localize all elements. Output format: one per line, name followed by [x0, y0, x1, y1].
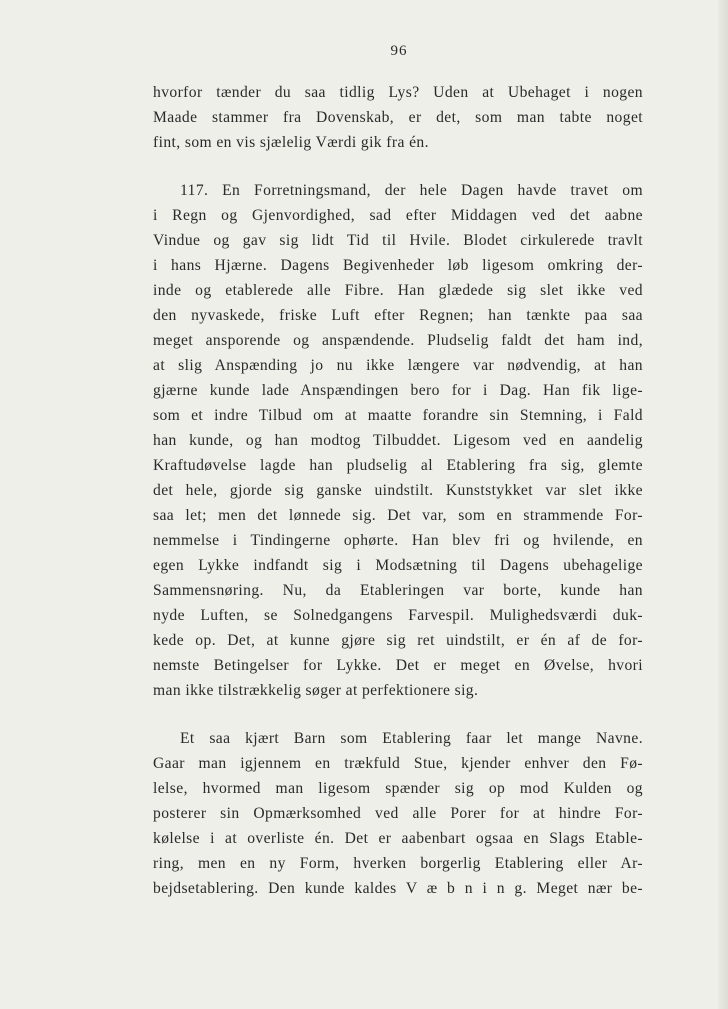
text-line: at slig Anspænding jo nu ikke længere var nødvendig, at han: [153, 357, 643, 374]
text-line: nemmelse i Tindingerne ophørte. Han blev fri og hvilende, en: [153, 532, 643, 549]
text-line: gjærne kunde lade Anspændingen bero for i Dag. Han fik lige-: [153, 382, 643, 399]
page-number: 96: [390, 43, 408, 59]
text-line: han kunde, og han modtog Tilbuddet. Ligesom ved en aandelig: [153, 432, 643, 449]
text-line: som et indre Tilbud om at maatte forandre sin Stemning, i Fald: [153, 407, 643, 424]
text-line: posterer sin Opmærksomhed ved alle Porer for at hindre For-: [153, 805, 643, 822]
text-line: 117. En Forretningsmand, der hele Dagen havde travet om: [180, 182, 643, 199]
text-line: i Regn og Gjenvordighed, sad efter Middagen ved det aabne: [153, 207, 643, 224]
text-line: Sammensnøring. Nu, da Etableringen var borte, kunde han: [153, 582, 643, 599]
text-line: egen Lykke indfandt sig i Modsætning til Dagens ubehagelige: [153, 557, 643, 574]
text-line: lelse, hvormed man ligesom spænder sig op mod Kulden og: [153, 780, 643, 797]
text-line: saa let; men det lønnede sig. Det var, som en strammende For-: [153, 507, 643, 524]
text-line: det hele, gjorde sig ganske uindstilt. Kunststykket var slet ikke: [153, 482, 643, 499]
text-line: ring, men en ny Form, hverken borgerlig Etablering eller Ar-: [153, 855, 643, 872]
text-line: hvorfor tænder du saa tidlig Lys? Uden at Ubehaget i nogen: [153, 84, 643, 101]
text-line: Vindue og gav sig lidt Tid til Hvile. Blodet cirkulerede travlt: [153, 232, 643, 249]
text-line: fint, som en vis sjælelig Værdi gik fra én.: [153, 134, 429, 151]
text-line: meget ansporende og anspændende. Pludselig faldt det ham ind,: [153, 332, 643, 349]
text-line: kølelse i at overliste én. Det er aabenbart ogsaa en Slags Etable-: [153, 830, 643, 847]
text-line: man ikke tilstrækkelig søger at perfektionere sig.: [153, 682, 479, 699]
text-line: Gaar man igjennem en trækfuld Stue, kjender enhver den Fø-: [153, 755, 643, 772]
text-line: nyde Luften, se Solnedgangens Farvespil. Mulighedsværdi duk-: [153, 607, 643, 624]
text-line: i hans Hjærne. Dagens Begivenheder løb ligesom omkring der-: [153, 257, 643, 274]
text-line: nemste Betingelser for Lykke. Det er meget en Øvelse, hvori: [153, 657, 643, 674]
text-line: kede op. Det, at kunne gjøre sig ret uindstilt, er én af de for-: [153, 632, 643, 649]
text-line: Et saa kjært Barn som Etablering faar let mange Navne.: [180, 730, 643, 747]
text-line: bejdsetablering. Den kunde kaldes V æ b n i n g. Meget nær be-: [153, 880, 643, 897]
text-line: Maade stammer fra Dovenskab, er det, som man tabte noget: [153, 109, 643, 126]
text-line: Kraftudøvelse lagde han pludselig al Etablering fra sig, glemte: [153, 457, 643, 474]
text-line: den nyvaskede, friske Luft efter Regnen; han tænkte paa saa: [153, 307, 643, 324]
page-edge: [718, 0, 728, 1009]
text-line: inde og etablerede alle Fibre. Han glædede sig slet ikke ved: [153, 282, 643, 299]
